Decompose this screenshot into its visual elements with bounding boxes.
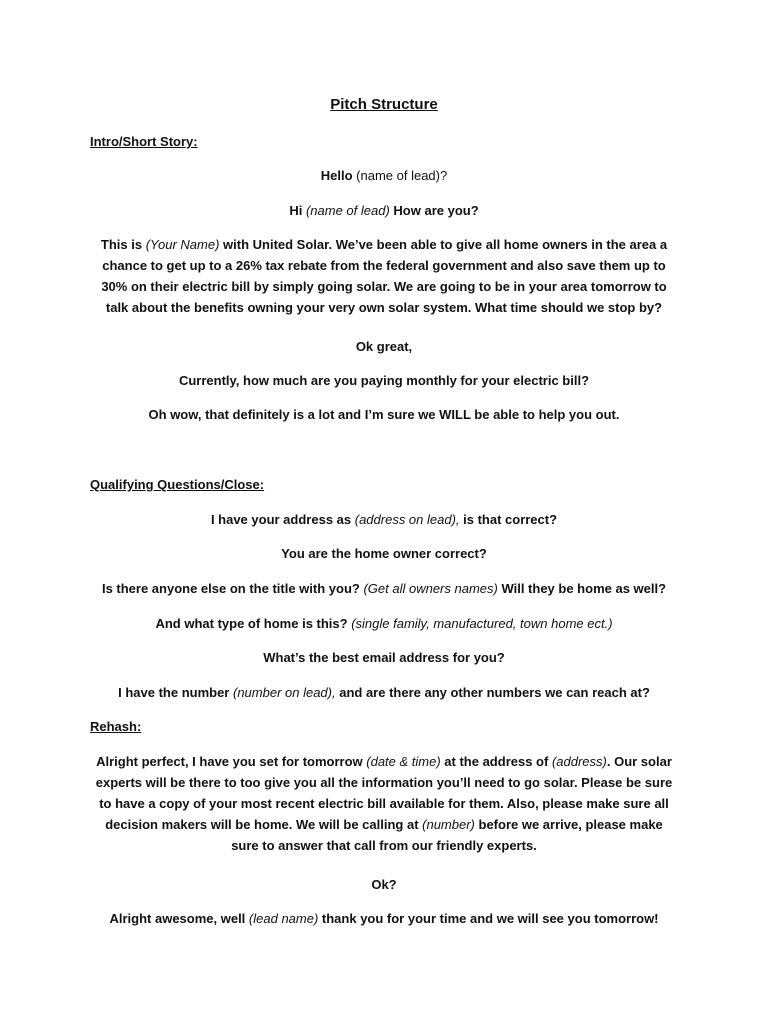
line-number: I have the number (number on lead), and are there any other numbers we can reach at? [118, 685, 650, 700]
line-title-owners: Is there anyone else on the title with you? (Get all owners names) Will they be home as well? [101, 581, 667, 596]
line-ok: Ok? [371, 877, 397, 892]
section-heading-intro: Intro/Short Story: [90, 134, 198, 149]
page-title: Pitch Structure [330, 96, 438, 113]
line-hello: Hello (name of lead)? [320, 168, 448, 183]
line-address: I have your address as (address on lead), is that correct? [210, 512, 558, 527]
line-closing: Alright awesome, well (lead name) thank you for your time and we will see you tomorrow! [109, 911, 659, 926]
section-heading-rehash: Rehash: [90, 719, 142, 734]
line-currently: Currently, how much are you paying monthly for your electric bill? [178, 373, 590, 388]
line-home-type: And what type of home is this? (single family, manufactured, town home ect.) [155, 616, 613, 631]
section-heading-qualifying: Qualifying Questions/Close: [90, 477, 265, 492]
line-email: What’s the best email address for you? [263, 650, 505, 665]
line-hi: Hi (name of lead) How are you? [289, 203, 479, 218]
line-home-owner: You are the home owner correct? [281, 546, 487, 561]
paragraph-rehash: Alright perfect, I have you set for tomorrow (date & time) at the address of (address). Our solar experts will be there to too give you all the information you’ll need to go solar. Please be sure to have a copy of your most recent electric bill available for them. Also, please make sure all decision makers will be home. We will be calling at (number) before we arrive, please make sure to answer that call from our friendly experts. [95, 754, 673, 853]
line-ok-great: Ok great, [355, 339, 413, 354]
paragraph-this-is: This is (Your Name) with United Solar. We’ve been able to give all home owners in the area a chance to get up to a 26% tax rebate from the federal government and also save them up to 30% on their electric bill by simply going solar. We are going to be in your area tomorrow to talk about the benefits owning your very own solar system. What time should we stop by? [100, 237, 668, 315]
line-oh-wow: Oh wow, that definitely is a lot and I’m sure we WILL be able to help you out. [148, 407, 620, 422]
